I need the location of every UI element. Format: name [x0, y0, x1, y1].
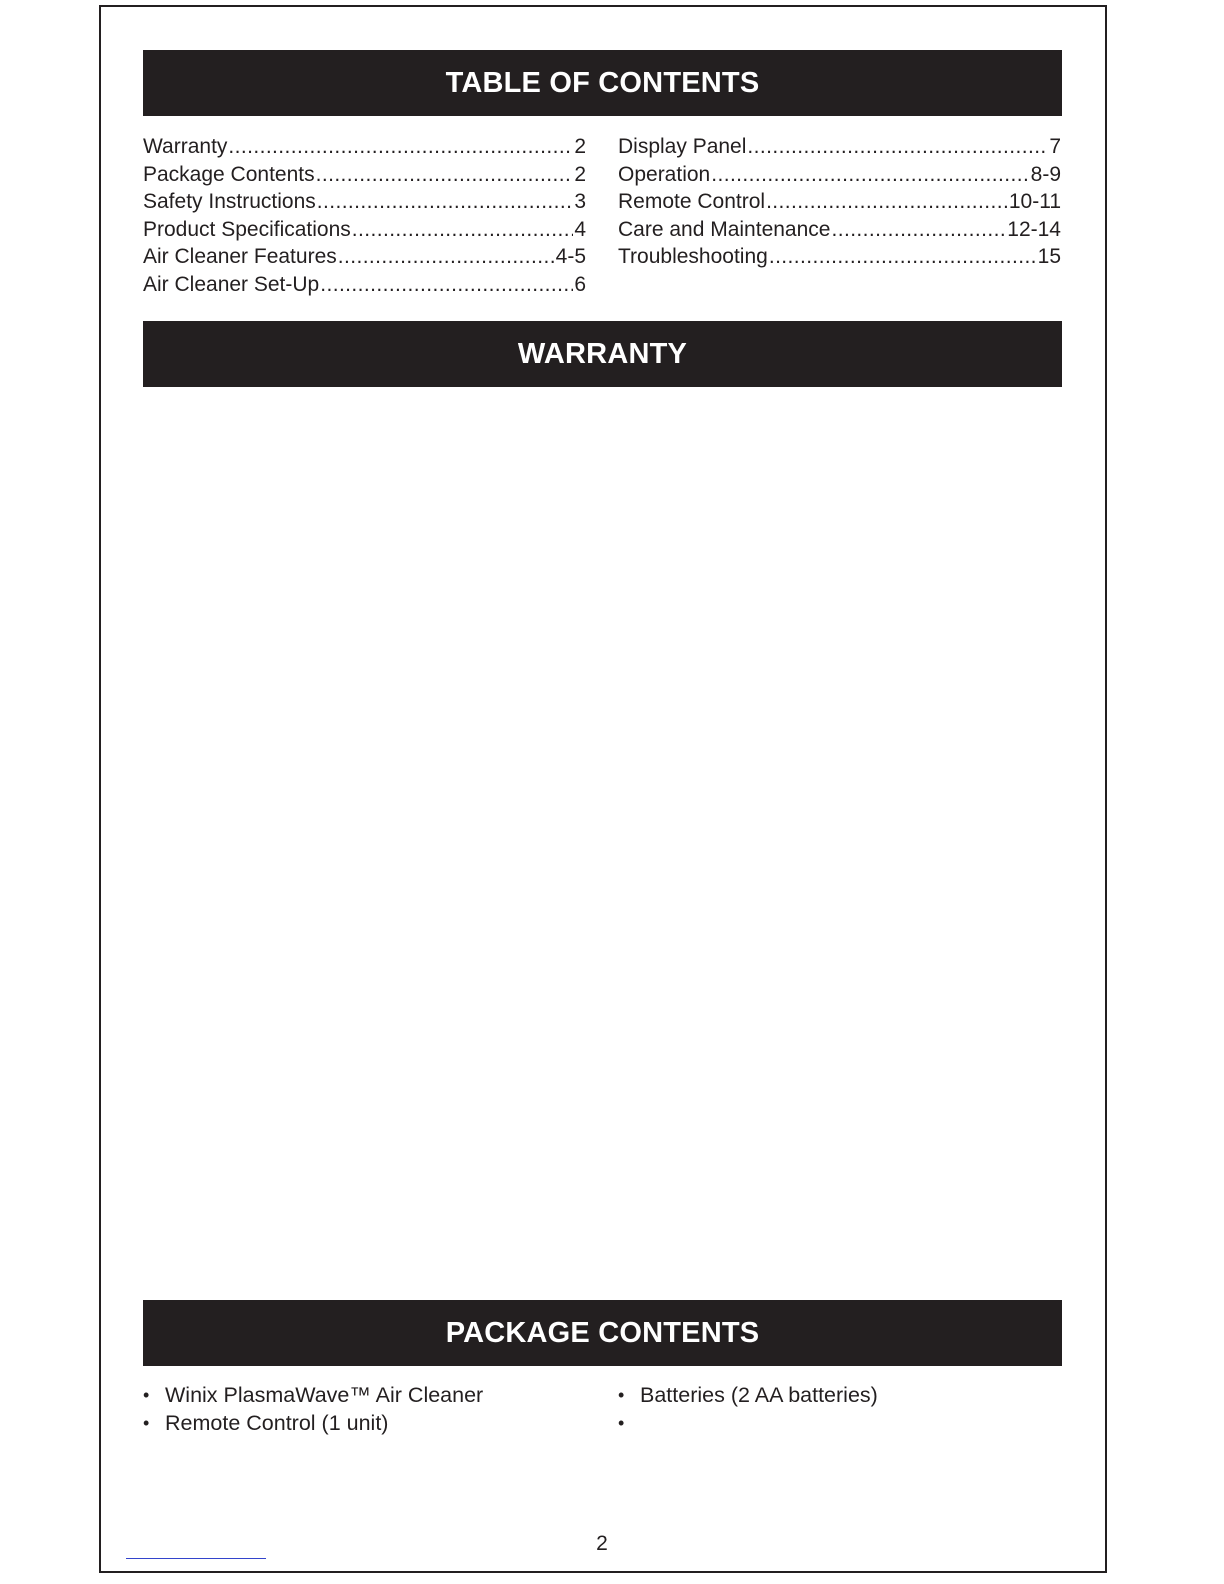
toc-entry[interactable] — [618, 243, 1061, 271]
toc-entry[interactable] — [143, 243, 586, 271]
toc-leader-dots — [338, 243, 555, 271]
warranty-heading-bar — [143, 321, 1062, 387]
package-contents-heading-bar — [143, 1300, 1062, 1366]
toc-entry-title: Display Panel — [618, 135, 747, 158]
package-contents-right-list — [618, 1381, 1068, 1437]
toc-entry[interactable] — [618, 133, 1061, 161]
toc-entry-title: Care and Maintenance — [618, 217, 831, 241]
toc-entry-title: Safety Instructions — [143, 190, 316, 214]
toc-entry-page: 6 — [574, 272, 586, 296]
package-contents-heading: PACKAGE CONTENTS — [445, 1316, 760, 1349]
list-item — [618, 1409, 1068, 1437]
toc-entry-page: 4 — [574, 217, 586, 241]
toc-entry-page: 12-14 — [1007, 217, 1061, 241]
bullet-icon: • — [618, 1385, 625, 1405]
toc-right-column — [618, 133, 1061, 271]
bullet-icon: • — [143, 1413, 150, 1433]
footer-link-underline[interactable] — [126, 1558, 266, 1559]
toc-entry-title: Air Cleaner Features — [143, 245, 337, 269]
toc-entry-page: 15 — [1037, 245, 1061, 269]
toc-entry-title: Troubleshooting — [618, 245, 768, 269]
toc-leader-dots — [316, 161, 574, 189]
toc-entry-page: 2 — [574, 135, 586, 158]
toc-entry[interactable] — [618, 216, 1061, 244]
list-item — [143, 1409, 593, 1437]
toc-entry-title: Product Specifications — [143, 217, 351, 241]
toc-leader-dots — [320, 271, 573, 299]
page-number: 2 — [596, 1532, 608, 1555]
toc-heading: TABLE OF CONTENTS — [445, 66, 760, 99]
toc-entry[interactable] — [618, 188, 1061, 216]
list-item — [618, 1381, 1068, 1409]
toc-leader-dots — [352, 216, 574, 244]
package-contents-left-list — [143, 1381, 593, 1437]
toc-leader-dots — [831, 216, 1006, 244]
toc-leader-dots — [228, 133, 573, 161]
toc-entry-title: Operation — [618, 162, 711, 186]
toc-left-column — [143, 133, 586, 299]
toc-entry[interactable] — [143, 188, 586, 216]
package-item-label: Remote Control (1 unit) — [165, 1411, 389, 1435]
toc-entry[interactable] — [143, 216, 586, 244]
toc-entry-title: Air Cleaner Set-Up — [143, 272, 320, 296]
toc-entry[interactable] — [143, 161, 586, 189]
toc-entry-page: 2 — [574, 162, 586, 186]
toc-entry[interactable] — [143, 133, 586, 161]
toc-leader-dots — [317, 188, 574, 216]
toc-leader-dots — [747, 133, 1048, 161]
toc-leader-dots — [766, 188, 1008, 216]
toc-entry-page: 7 — [1049, 135, 1061, 158]
toc-entry[interactable] — [618, 161, 1061, 189]
toc-entry-title: Warranty — [143, 135, 228, 158]
toc-entry-page: 8-9 — [1030, 162, 1061, 186]
toc-entry-title: Package Contents — [143, 162, 315, 186]
toc-entry-page: 10-11 — [1008, 190, 1061, 214]
bullet-icon: • — [143, 1385, 150, 1405]
toc-entry-title: Remote Control — [618, 190, 766, 214]
toc-heading-bar — [143, 50, 1062, 116]
warranty-heading: WARRANTY — [517, 337, 688, 370]
toc-entry[interactable] — [143, 271, 586, 299]
toc-entry-page: 4-5 — [555, 245, 586, 269]
toc-leader-dots — [769, 243, 1037, 271]
toc-leader-dots — [711, 161, 1029, 189]
package-item-label: Batteries (2 AA batteries) — [640, 1383, 878, 1407]
list-item — [143, 1381, 593, 1409]
warranty-body — [143, 388, 1062, 1293]
bullet-icon: • — [618, 1413, 625, 1433]
toc-entry-page: 3 — [574, 190, 586, 214]
package-item-label: Winix PlasmaWave™ Air Cleaner — [165, 1383, 484, 1407]
